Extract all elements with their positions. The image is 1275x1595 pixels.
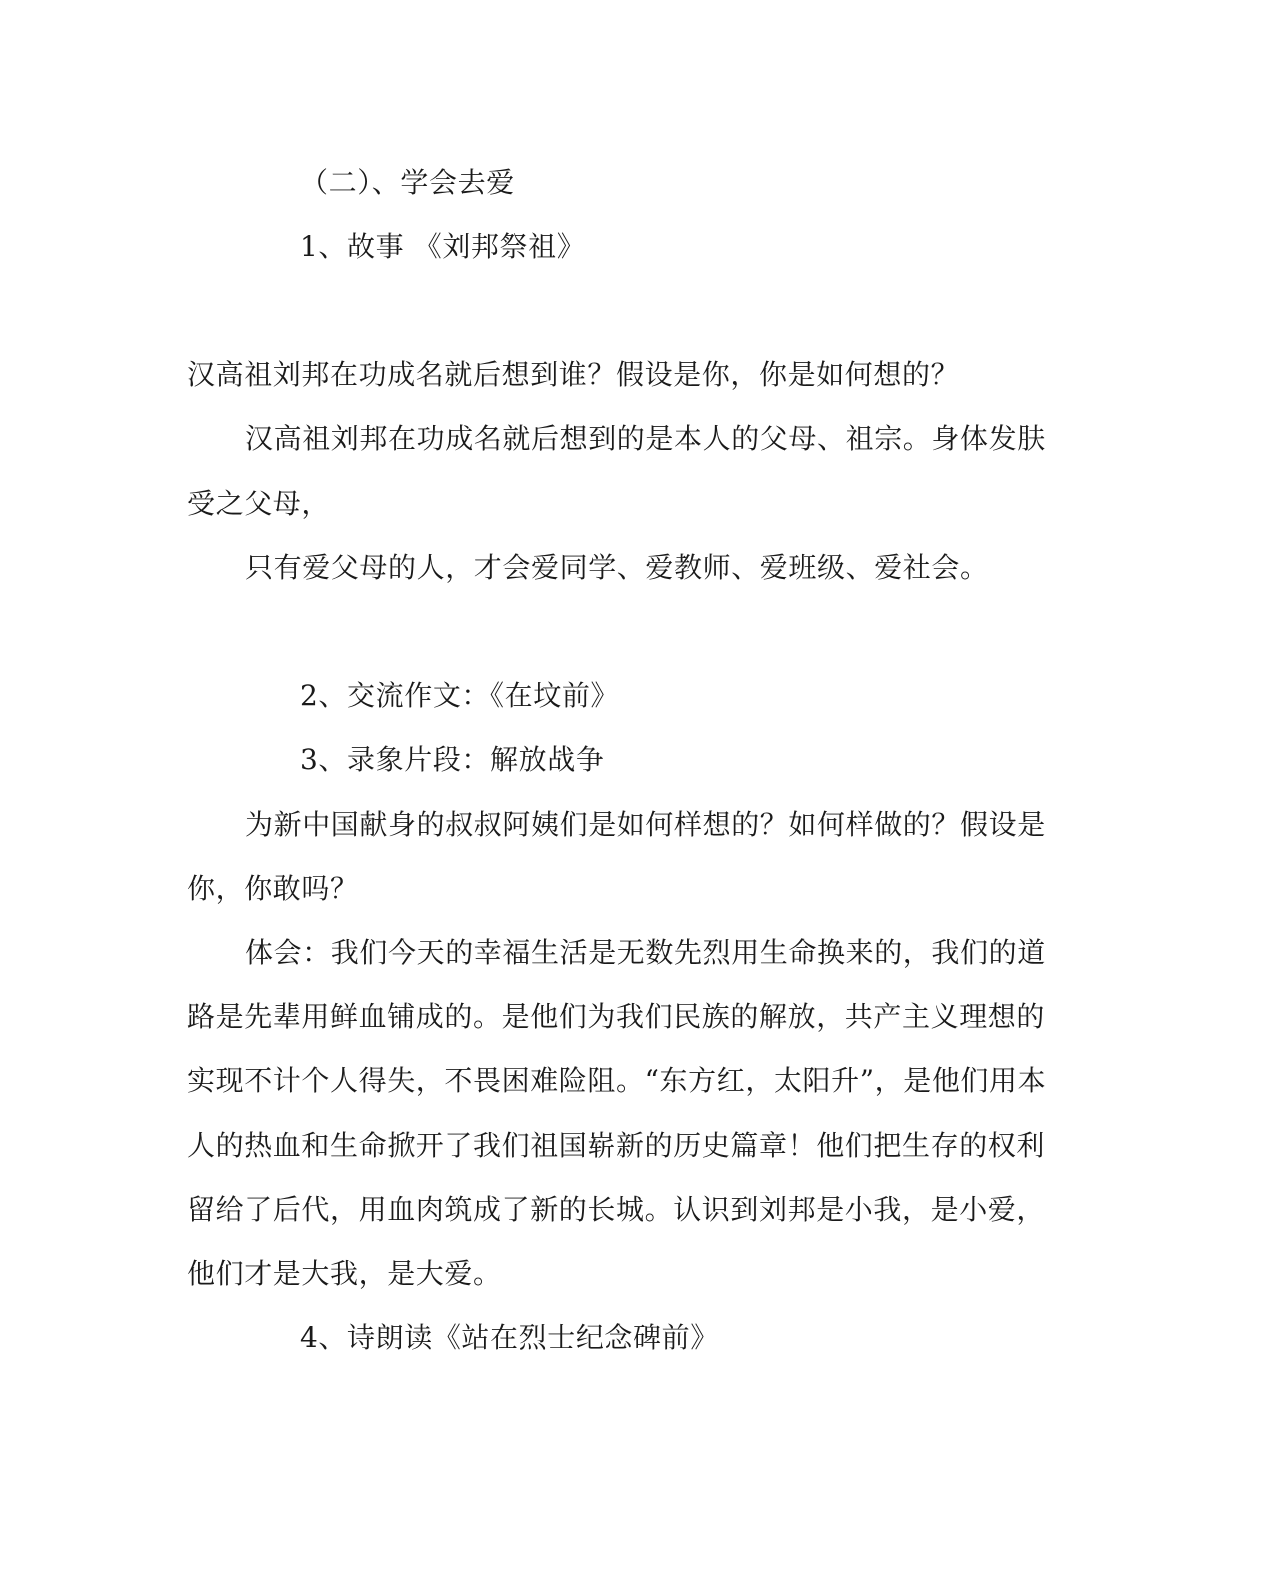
paragraph-line: 受之父母， (187, 487, 331, 520)
paragraph-line: 体会：我们今天的幸福生活是无数先烈用生命换来的，我们的道 (245, 936, 1046, 969)
paragraph-line: 只有爱父母的人，才会爱同学、爱教师、爱班级、爱社会。 (245, 551, 989, 584)
paragraph-line: 留给了后代，用血肉筑成了新的长城。认识到刘邦是小我，是小爱， (187, 1193, 1046, 1226)
paragraph-line: 人的热血和生命掀开了我们祖国崭新的历史篇章！他们把生存的权利 (187, 1129, 1046, 1162)
item-heading-essay: 2、交流作文：《在坟前》 (300, 679, 620, 712)
item-heading-story: 1、故事 《刘邦祭祖》 (300, 230, 586, 263)
paragraph-line: 你，你敢吗？ (187, 872, 359, 905)
paragraph-line: 路是先辈用鲜血铺成的。是他们为我们民族的解放，共产主义理想的 (187, 1000, 1046, 1033)
paragraph-line: 实现不计个人得失，不畏困难险阻。“东方红，太阳升”，是他们用本 (187, 1064, 1047, 1097)
paragraph-line: 汉高祖刘邦在功成名就后想到谁？假设是你，你是如何想的？ (187, 358, 960, 391)
item-heading-video: 3、录象片段：解放战争 (300, 743, 605, 776)
section-heading: （二）、学会去爱 (300, 166, 515, 199)
paragraph-line: 为新中国献身的叔叔阿姨们是如何样想的？如何样做的？假设是 (245, 808, 1046, 841)
item-heading-poem: 4、诗朗读《站在烈士纪念碑前》 (300, 1321, 719, 1354)
paragraph-line: 汉高祖刘邦在功成名就后想到的是本人的父母、祖宗。身体发肤 (245, 422, 1046, 455)
paragraph-line: 他们才是大我，是大爱。 (187, 1257, 502, 1290)
